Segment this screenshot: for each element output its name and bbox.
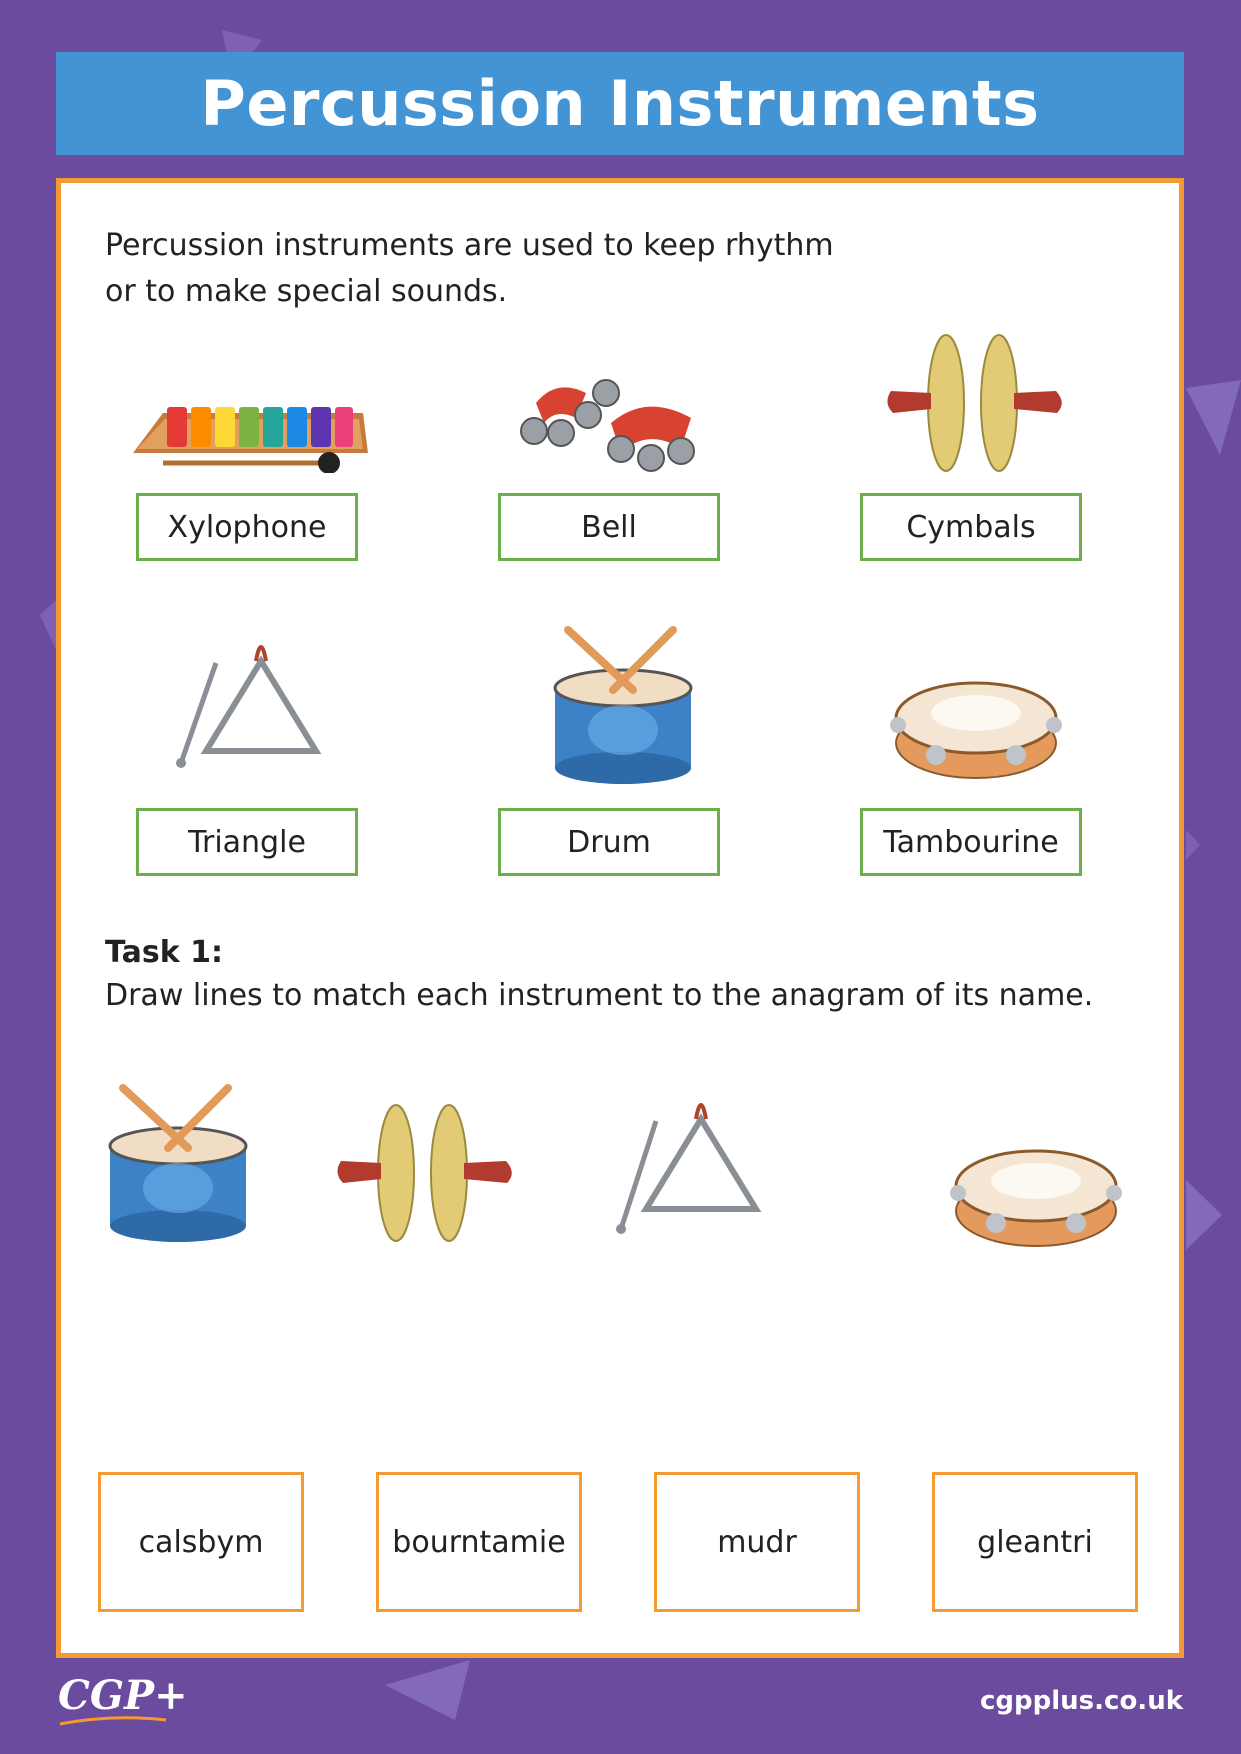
label-xylophone: Xylophone — [136, 493, 358, 561]
tambourine-icon — [886, 673, 1066, 783]
cymbals-icon — [881, 333, 1071, 483]
intro-line-2: or to make special sounds. — [105, 274, 508, 309]
label-cymbals: Cymbals — [860, 493, 1082, 561]
task-instruction: Draw lines to match each instrument to the anagram of its name. — [105, 978, 1094, 1013]
task-tambourine-icon — [946, 1141, 1126, 1251]
label-drum: Drum — [498, 808, 720, 876]
intro-text — [105, 223, 865, 315]
anagram-box-3[interactable]: mudr — [654, 1472, 860, 1612]
task-cymbals-icon — [331, 1103, 521, 1253]
triangle-icon — [176, 633, 326, 773]
xylophone-icon — [123, 383, 373, 473]
anagram-box-2[interactable]: bourntamie — [376, 1472, 582, 1612]
cgp-logo-text: CGP+ — [58, 1672, 188, 1719]
page-title: Percussion Instruments — [200, 67, 1040, 140]
label-tambourine: Tambourine — [860, 808, 1082, 876]
task-title: Task 1: — [105, 935, 223, 970]
task-triangle-icon — [616, 1091, 766, 1241]
label-bell: Bell — [498, 493, 720, 561]
worksheet-panel — [56, 178, 1184, 1658]
anagram-box-4[interactable]: gleantri — [932, 1472, 1138, 1612]
footer-url[interactable]: cgpplus.co.uk — [980, 1686, 1183, 1716]
anagram-box-1[interactable]: calsbym — [98, 1472, 304, 1612]
logo-swoosh — [58, 1714, 168, 1728]
cgp-logo — [58, 1672, 188, 1719]
intro-line-1: Percussion instruments are used to keep rhythm — [105, 228, 834, 263]
bells-icon — [516, 373, 706, 473]
title-banner — [56, 52, 1184, 155]
label-triangle: Triangle — [136, 808, 358, 876]
task-drum-icon — [98, 1078, 258, 1248]
drum-icon — [543, 620, 703, 790]
